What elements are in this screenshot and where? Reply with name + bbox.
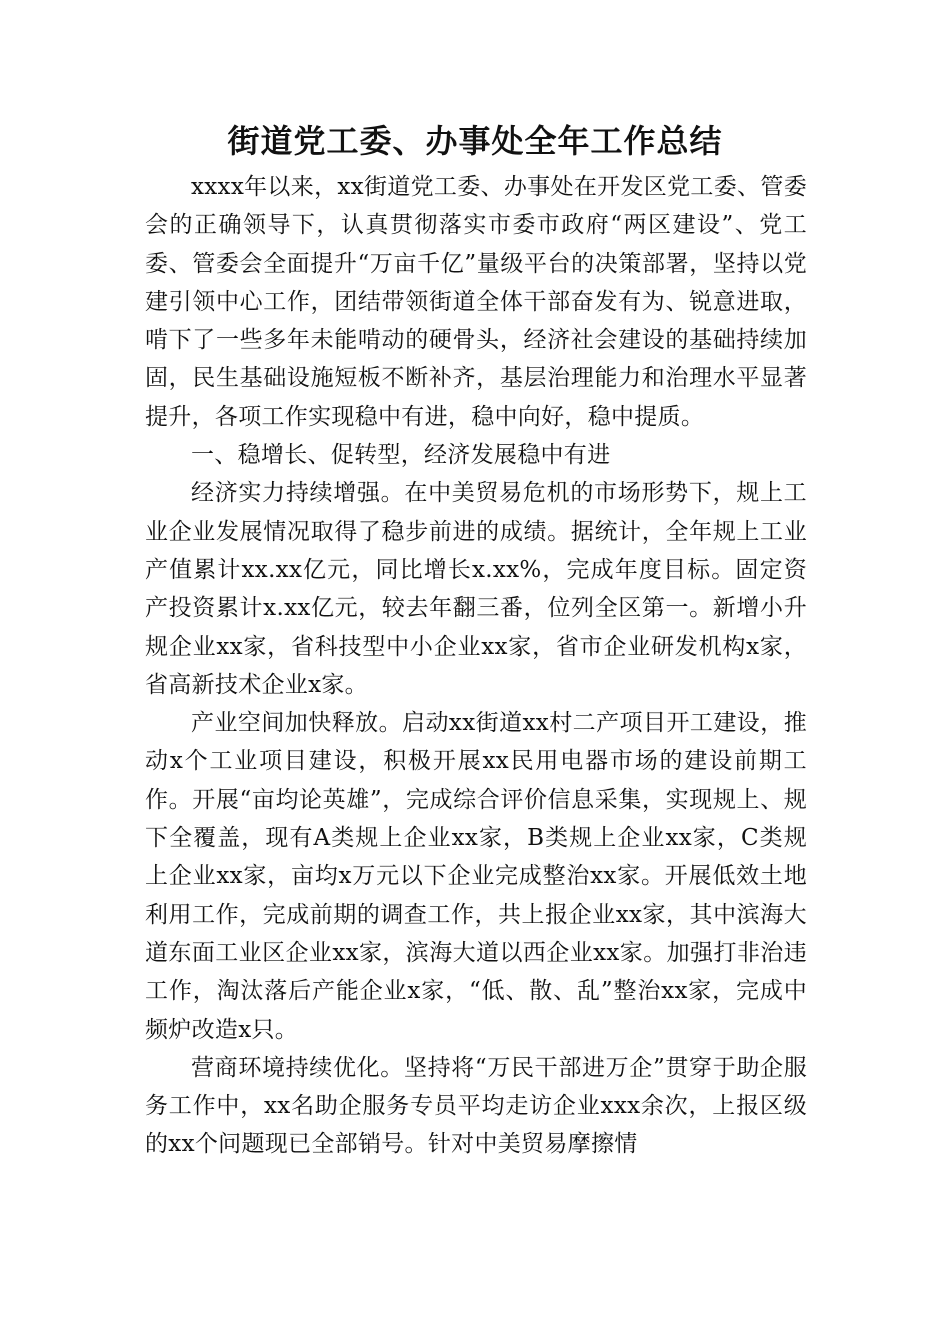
section-heading: 一、稳增长、促转型，经济发展稳中有进 — [191, 442, 611, 469]
document-body — [145, 168, 807, 1164]
intro-paragraph: xxxx年以来，xx街道党工委、办事处在开发区党工委、管委会的正确领导下，认真贯彻落实市委市政府“两区建设”、党工委、管委会全面提升“万亩千亿”量级平台的决策部署，坚持以党建引领中心工作，团结带领街道全体干部奋发有为、锐意进取，啃下了一些多年未能啃动的硬骨头，经济社会建设的基础持续加固，民生基础设施短板不断补齐，基层治理能力和治理水平显著提升，各项工作实现稳中有进，稳中向好，稳中提质。 — [145, 174, 807, 430]
body-paragraph: 产业空间加快释放。启动xx街道xx村二产项目开工建设，推动x个工业项目建设，积极开展xx民用电器市场的建设前期工作。开展“亩均论英雄”，完成综合评价信息采集，实现规上、规下全覆盖，现有A类规上企业xx家，B类规上企业xx家，C类规上企业xx家，亩均x万元以下企业完成整治xx家。开展低效土地利用工作，完成前期的调查工作，共上报企业xx家，其中滨海大道东面工业区企业xx家，滨海大道以西企业xx家。加强打非治违工作，淘汰落后产能企业x家，“低、散、乱”整治xx家，完成中频炉改造x只。 — [145, 710, 807, 1043]
document-title: 街道党工委、办事处全年工作总结 — [227, 122, 723, 160]
body-paragraph: 营商环境持续优化。坚持将“万民干部进万企”贯穿于助企服务工作中，xx名助企服务专员平均走访企业xxx余次，上报区级的xx个问题现已全部销号。针对中美贸易摩擦情 — [145, 1054, 807, 1158]
body-paragraph: 经济实力持续增强。在中美贸易危机的市场形势下，规上工业企业发展情况取得了稳步前进的成绩。据统计，全年规上工业产值累计xx.xx亿元，同比增长x.xx%，完成年度目标。固定资产投资累计x.xx亿元，较去年翻三番，位列全区第一。新增小升规企业xx家，省科技型中小企业xx家，省市企业研发机构x家，省高新技术企业x家。 — [145, 480, 807, 698]
